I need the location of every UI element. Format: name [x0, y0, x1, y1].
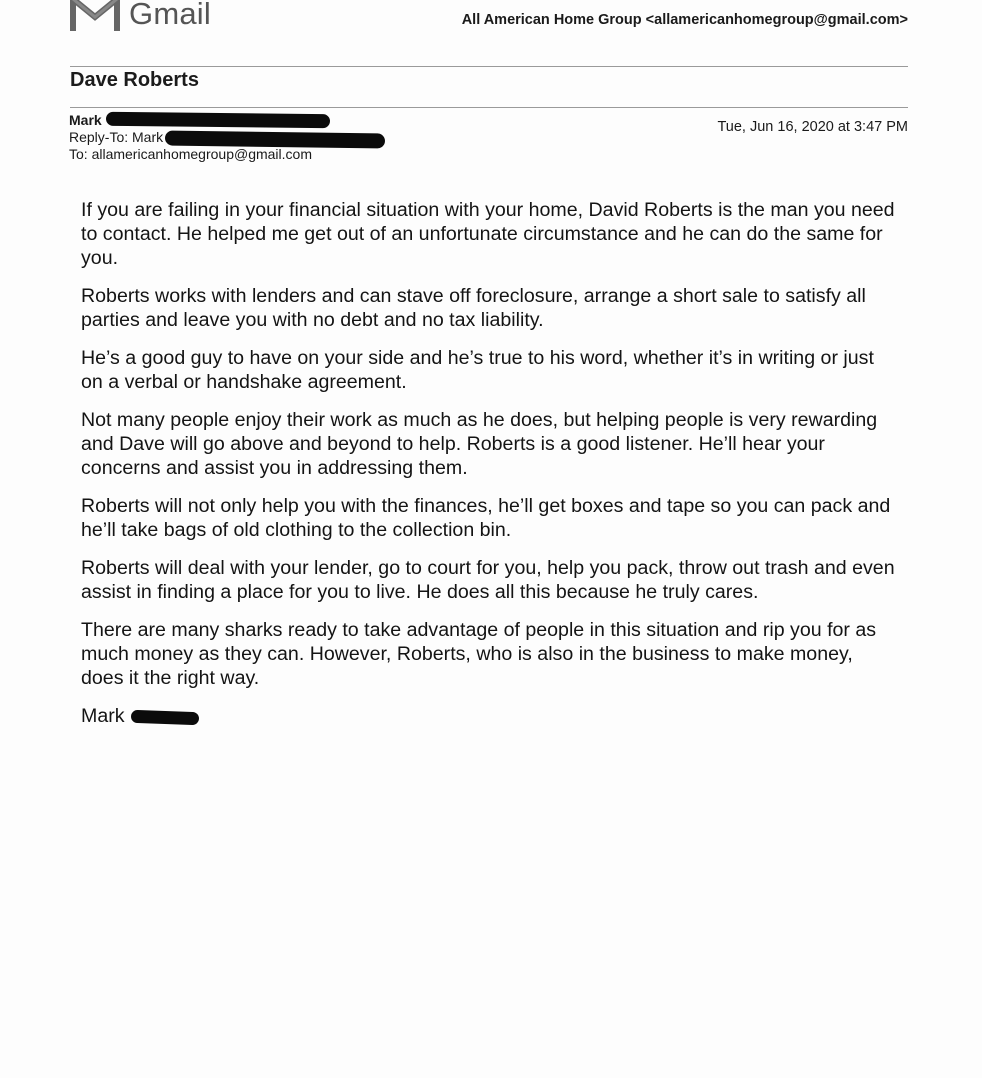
email-date: Tue, Jun 16, 2020 at 3:47 PM: [717, 119, 908, 135]
email-meta: [69, 112, 385, 163]
body-paragraph: Roberts works with lenders and can stave off foreclosure, arrange a short sale to satisfy all parties and leave you with no debt and no tax liability.: [81, 285, 866, 331]
reply-to-label: Reply-To: Mark: [69, 129, 164, 145]
subject-divider: [70, 107, 908, 108]
body-paragraph: Roberts will deal with your lender, go to court for you, help you pack, throw out trash and even assist in finding a place for you to live. He does all this because he truly cares.: [81, 557, 895, 603]
to-recipient: To: allamericanhomegroup@gmail.com: [69, 146, 312, 162]
body-paragraph: Roberts will not only help you with the finances, he’ll get boxes and tape so you can pack and he’ll take bags of old clothing to the collection bin.: [81, 495, 891, 541]
from-name: Mark: [69, 112, 102, 128]
account-owner: All American Home Group <allamericanhomegroup@gmail.com>: [461, 12, 908, 28]
body-paragraph: He’s a good guy to have on your side and he’s true to his word, whether it’s in writing or just on a verbal or handshake agreement.: [81, 347, 874, 393]
header-divider: [70, 66, 908, 67]
body-paragraph: If you are failing in your financial situation with your home, David Roberts is the man you need to contact. He helped me get out of an unfortunate circumstance and he can do the same for you.: [81, 199, 895, 269]
reply-to-line: [69, 129, 385, 146]
email-subject: Dave Roberts: [70, 69, 199, 91]
from-line: [69, 112, 385, 129]
redaction-mark: [130, 710, 198, 725]
signature-name: Mark: [81, 705, 125, 727]
gmail-envelope-icon: [70, 0, 120, 33]
gmail-wordmark: Gmail: [129, 0, 211, 31]
to-line: [69, 146, 385, 163]
redaction-mark: [106, 112, 330, 128]
gmail-logo: [70, 0, 211, 34]
body-paragraph: Not many people enjoy their work as much as he does, but helping people is very rewarding and Dave will go above and beyond to help. Roberts is a good listener. He’ll hear your concerns and assist you in addressing them.: [81, 409, 878, 479]
signature: [81, 704, 896, 728]
body-paragraph: There are many sharks ready to take advantage of people in this situation and rip you for as much money as they can. However, Roberts, who is also in the business to make money, does it the right way.: [81, 619, 877, 689]
email-body: [81, 198, 896, 728]
